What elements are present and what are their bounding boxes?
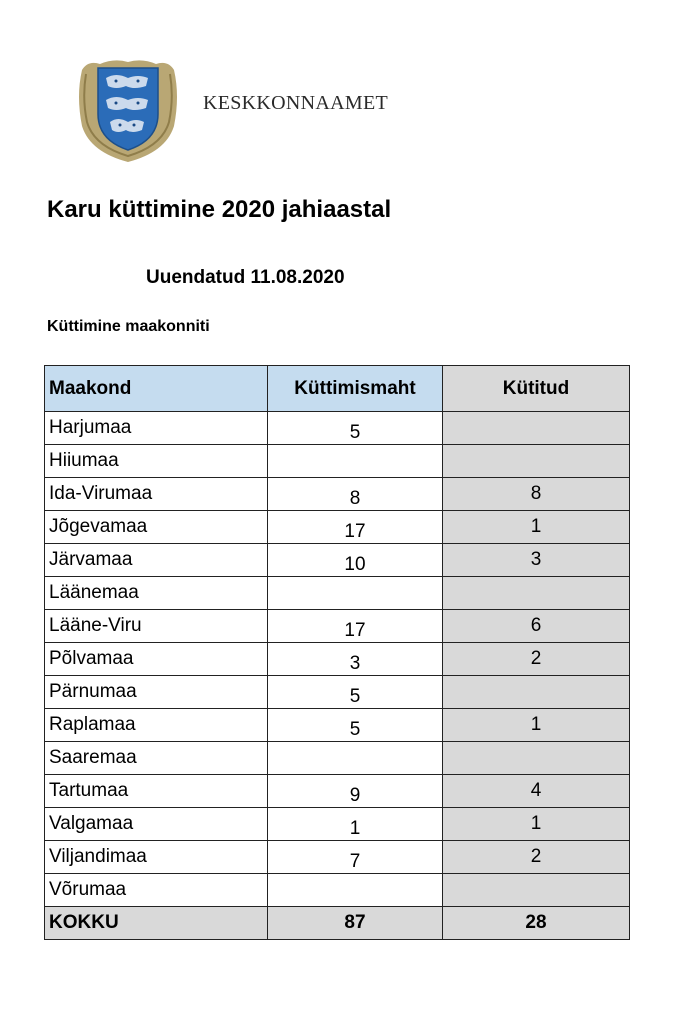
table-body: [45, 412, 630, 940]
total-label: KOKKU: [45, 907, 268, 940]
quota-cell: 10: [268, 544, 443, 577]
total-quota: 87: [268, 907, 443, 940]
quota-cell: 3: [268, 643, 443, 676]
county-cell: Ida-Virumaa: [45, 478, 268, 511]
harvested-cell: [443, 742, 630, 775]
table-row: [45, 874, 630, 907]
table-row: [45, 808, 630, 841]
county-cell: Raplamaa: [45, 709, 268, 742]
harvested-cell: 4: [443, 775, 630, 808]
county-cell: Põlvamaa: [45, 643, 268, 676]
table-row: [45, 610, 630, 643]
quota-cell: 8: [268, 478, 443, 511]
table-row: [45, 445, 630, 478]
table-row: [45, 841, 630, 874]
quota-cell: [268, 445, 443, 478]
table-row: [45, 709, 630, 742]
quota-cell: [268, 577, 443, 610]
column-header-quota: Küttimismaht: [268, 366, 443, 412]
county-harvest-table: [44, 365, 630, 940]
harvested-cell: 2: [443, 841, 630, 874]
table-row: [45, 742, 630, 775]
section-heading: Küttimine maakonniti: [47, 318, 210, 335]
quota-cell: 9: [268, 775, 443, 808]
harvested-cell: [443, 445, 630, 478]
table-row: [45, 643, 630, 676]
column-header-harvested: Kütitud: [443, 366, 630, 412]
county-cell: Harjumaa: [45, 412, 268, 445]
harvested-cell: 1: [443, 511, 630, 544]
quota-cell: 7: [268, 841, 443, 874]
county-cell: Valgamaa: [45, 808, 268, 841]
table-row: [45, 478, 630, 511]
harvested-cell: 6: [443, 610, 630, 643]
document-title: Karu küttimine 2020 jahiaastal: [47, 196, 392, 223]
column-header-county: Maakond: [45, 366, 268, 412]
harvested-cell: 2: [443, 643, 630, 676]
county-cell: Pärnumaa: [45, 676, 268, 709]
table-row: [45, 544, 630, 577]
harvested-cell: 3: [443, 544, 630, 577]
table-row: [45, 511, 630, 544]
table-header-row: [45, 366, 630, 412]
table-row: [45, 577, 630, 610]
updated-date: Uuendatud 11.08.2020: [146, 267, 345, 288]
harvested-cell: [443, 676, 630, 709]
total-row: [45, 907, 630, 940]
quota-cell: [268, 874, 443, 907]
table-row: [45, 676, 630, 709]
table-row: [45, 412, 630, 445]
county-cell: Lääne-Viru: [45, 610, 268, 643]
county-cell: Tartumaa: [45, 775, 268, 808]
county-cell: Saaremaa: [45, 742, 268, 775]
county-cell: Läänemaa: [45, 577, 268, 610]
harvested-cell: 1: [443, 808, 630, 841]
harvested-cell: 8: [443, 478, 630, 511]
coat-of-arms-logo: [76, 56, 180, 164]
county-cell: Viljandimaa: [45, 841, 268, 874]
harvested-cell: [443, 577, 630, 610]
table-row: [45, 775, 630, 808]
shield-icon: [76, 56, 180, 164]
quota-cell: [268, 742, 443, 775]
harvested-cell: [443, 874, 630, 907]
quota-cell: 17: [268, 511, 443, 544]
quota-cell: 5: [268, 676, 443, 709]
quota-cell: 1: [268, 808, 443, 841]
county-cell: Jõgevamaa: [45, 511, 268, 544]
county-cell: Võrumaa: [45, 874, 268, 907]
organization-name: KESKKONNAAMET: [203, 92, 389, 114]
county-cell: Hiiumaa: [45, 445, 268, 478]
county-cell: Järvamaa: [45, 544, 268, 577]
quota-cell: 5: [268, 412, 443, 445]
harvested-cell: [443, 412, 630, 445]
total-harvested: 28: [443, 907, 630, 940]
quota-cell: 17: [268, 610, 443, 643]
quota-cell: 5: [268, 709, 443, 742]
harvested-cell: 1: [443, 709, 630, 742]
